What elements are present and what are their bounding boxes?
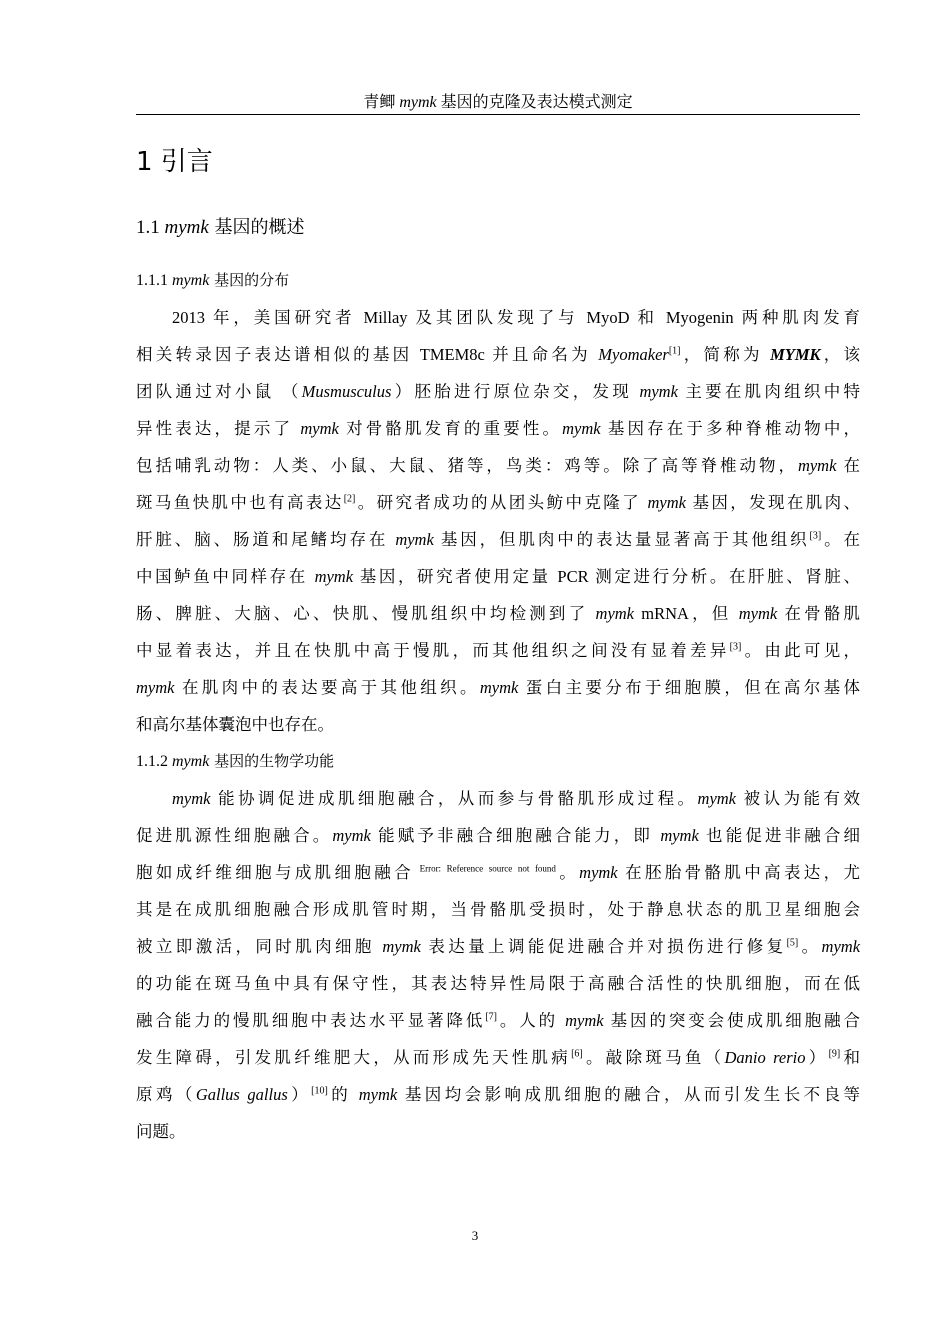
text-line [136,558,860,595]
text-line [136,1039,860,1076]
text-line [136,410,860,447]
text-line [136,299,860,336]
text-line [136,1113,860,1150]
text: 相关转录因子表达谱相似的基因 TMEM8c 并且命名为 [136,345,599,364]
text-line [136,595,860,632]
text: 能协调促进成肌细胞融合，从而参与骨骼肌形成过程。 [210,789,698,808]
text: 包括哺乳动物：人类、小鼠、大鼠、猪等，鸟类：鸡等。除了高等脊椎动物， [136,456,798,475]
citation-link[interactable]: [5] [786,937,799,949]
text-line [136,891,860,928]
text: ） [805,1048,829,1067]
gene-term: Myomaker [598,345,669,364]
text-line [136,447,860,484]
text-line [136,965,860,1002]
text: 主要在肌肉组织中特 [677,382,861,401]
gene-term: mymk [164,217,209,238]
text-line [136,373,860,410]
citation-link[interactable]: [1] [668,345,681,357]
text: 和高尔基体囊泡中也存在。 [136,715,334,734]
section-1-1-1 [136,262,860,1150]
gene-term: mymk [382,937,421,956]
text: 胞如成纤维细胞与成肌细胞融合 [136,863,414,882]
text-line [136,336,860,373]
text-line [136,780,860,817]
gene-term: mymk [565,1011,604,1030]
text: 。 [555,863,580,882]
text: 。人的 [496,1011,566,1030]
text: 基因，发现在肌肉、 [685,493,861,512]
gene-term: mymk [358,1085,398,1104]
header-text-rest: 基因的克隆及表达模式测定 [436,94,633,111]
header-text: 青鲫 [363,94,400,111]
text-line [136,928,860,965]
gene-term: mymk [595,604,635,623]
paragraph-function [136,780,860,1150]
species-name: Musmusculus [301,382,392,401]
section-number: 1.1.1 [136,272,172,289]
text: 基因，研究者使用定量 PCR 测定进行分析。在肝脏、肾脏、 [353,567,861,586]
gene-term: mymk [479,678,519,697]
text: 。敲除斑马鱼（ [582,1048,725,1067]
text: 在骨骼肌 [777,604,861,623]
paragraph-distribution [136,299,860,743]
text: ） [287,1085,312,1104]
text: 基因存在于多种脊椎动物中， [600,419,861,438]
citation-link[interactable]: [9] [828,1048,841,1060]
section-heading-1-1-2 [136,743,860,780]
text-line [136,669,860,706]
text: 中显着表达，并且在快肌中高于慢肌，而其他组织之间没有显着差异 [136,641,730,660]
text: 。 [798,937,822,956]
text: 基因，但肌肉中的表达量显著高于其他组织 [433,530,810,549]
text: 被认为能有效 [736,789,861,808]
gene-term: mymk [738,604,778,623]
section-title-text: 基因的分布 [209,271,290,289]
header-rule [136,114,860,115]
text: 肝脏、脑、肠道和尾鳍均存在 [136,530,396,549]
header-gene-term: mymk [399,94,437,111]
text: mRNA，但 [634,604,739,623]
text: 团队通过对小鼠 （ [136,382,302,401]
gene-term: mymk [797,456,837,475]
citation-link[interactable]: [6] [571,1048,583,1060]
citation-link[interactable]: [10] [311,1085,328,1097]
text: 原鸡（ [136,1085,196,1104]
text: 在肌肉中的表达要高于其他组织。 [174,678,480,697]
text-line [136,854,860,891]
text-line [136,521,860,558]
text: 肠、脾脏、大脑、心、快肌、慢肌组织中均检测到了 [136,604,596,623]
section-number: 1.1 [136,217,165,238]
text-line [136,1002,860,1039]
gene-term: mymk [172,789,211,808]
text-line [136,484,860,521]
text: ，简称为 [680,345,771,364]
text: 被立即激活，同时肌肉细胞 [136,937,383,956]
section-number: 1.1.2 [136,753,172,770]
text: 也能促进非融合细 [698,826,861,845]
citation-link[interactable]: [3] [729,641,742,653]
text: 异性表达，提示了 [136,419,301,438]
section-title-text: 基因的生物学功能 [209,752,335,770]
text: 和 [840,1048,861,1067]
species-name: Gallus gallus [195,1085,288,1104]
text: 表达量上调能促进融合并对损伤进行修复 [420,937,787,956]
text: 促进肌源性细胞融合。 [136,826,333,845]
text-line [136,706,860,743]
text: 其是在成肌细胞融合形成肌管时期，当骨骼肌受损时，处于静息状态的肌卫星细胞会 [136,900,860,919]
citation-link[interactable]: [2] [343,493,356,505]
text: 斑马鱼快肌中也有高表达 [136,493,344,512]
text: ，该 [820,345,860,364]
text: 。研究者成功的从团头鲂中克隆了 [355,493,648,512]
gene-term: mymk [562,419,601,438]
gene-term: mymk [821,937,861,956]
species-name: Danio rerio [724,1048,806,1067]
reference-error-text: Error: Reference source not found [413,863,556,874]
gene-term: mymk [332,826,371,845]
gene-term: mymk [697,789,737,808]
text: ）胚胎进行原位杂交，发现 [391,382,640,401]
text: 。由此可见， [741,641,861,660]
section-heading-1-1-1 [136,262,860,299]
page-number: 3 [471,1228,479,1243]
chapter-title: 1 引言 [136,147,213,177]
text: 能赋予非融合细胞融合能力，即 [370,826,661,845]
text: 发生障碍，引发肌纤维肥大，从而形成先天性肌病 [136,1048,572,1067]
citation-link[interactable]: [3] [809,530,822,542]
gene-term: MYMK [770,345,821,364]
gene-term: mymk [647,493,686,512]
text: 问题。 [136,1122,186,1141]
citation-link[interactable]: [7] [485,1011,497,1023]
gene-term: mymk [300,419,339,438]
text: 融合能力的慢肌细胞中表达水平显著降低 [136,1011,486,1030]
text: 基因均会影响成肌细胞的融合，从而引发生长不良等 [397,1085,861,1104]
gene-term: mymk [314,567,354,586]
gene-term: mymk [579,863,618,882]
gene-term: mymk [172,753,210,770]
text: 2013 年，美国研究者 Millay 及其团队发现了与 MyoD 和 Myogenin 两种肌肉发育 [172,308,860,327]
running-header [136,92,860,114]
gene-term: mymk [172,272,210,289]
section-title-text: 基因的概述 [208,217,305,238]
text-line [136,1076,860,1113]
text: 对骨骼肌发育的重要性。 [338,419,563,438]
section-heading-1-1 [136,212,305,244]
text-line [136,817,860,854]
gene-term: mymk [136,678,175,697]
gene-term: mymk [660,826,699,845]
text-line [136,632,860,669]
text: 的 [327,1085,359,1104]
text: 的功能在斑马鱼中具有保守性，其表达特异性局限于高融合活性的快肌细胞，而在低 [136,974,860,993]
text: 基因的突变会使成肌细胞融合 [603,1011,861,1030]
text: 。在 [821,530,861,549]
gene-term: mymk [395,530,434,549]
text: 在 [836,456,861,475]
text: 在胚胎骨骼肌中高表达，尤 [617,863,861,882]
text: 蛋白主要分布于细胞膜，但在高尔基体 [518,678,861,697]
text: 中国鲈鱼中同样存在 [136,567,315,586]
gene-term: mymk [639,382,678,401]
